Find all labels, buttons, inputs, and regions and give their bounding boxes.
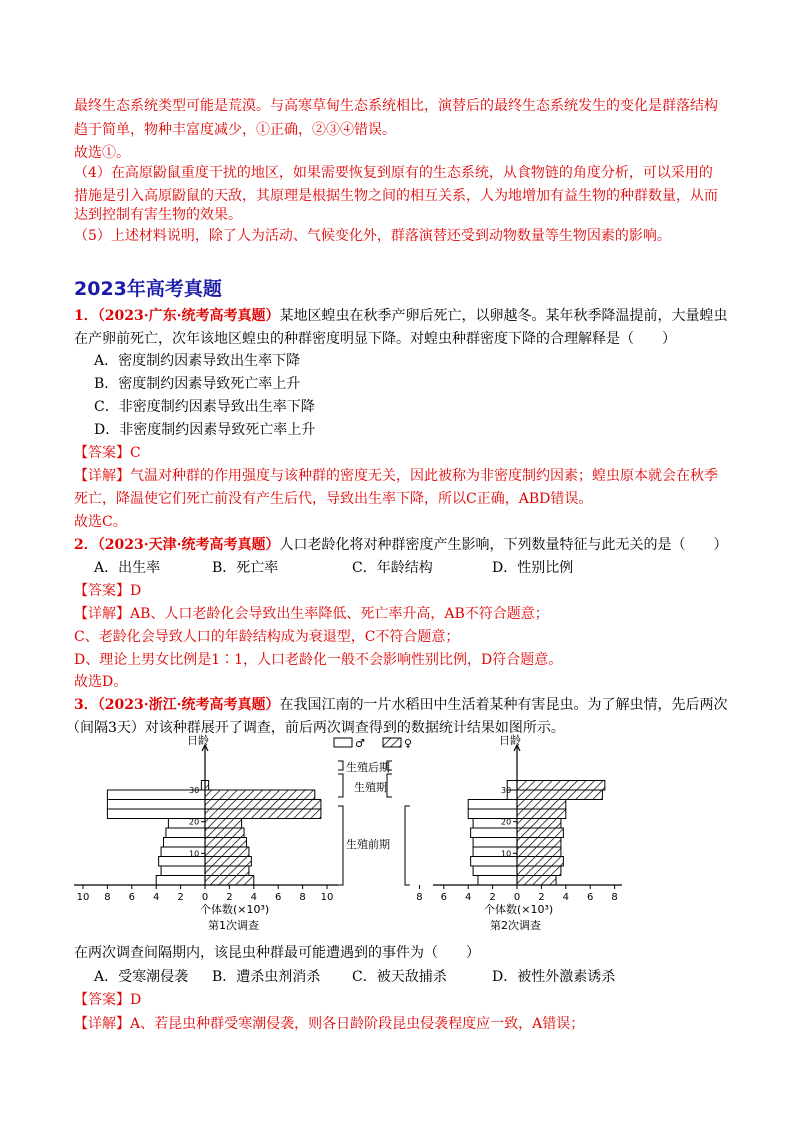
option: B．遭杀虫剂消杀 (212, 969, 321, 985)
option: A．密度制约因素导致出生率下降 (94, 353, 301, 369)
q1-number: 1． (74, 308, 98, 324)
bar-female (517, 847, 561, 857)
answer: C (130, 445, 141, 461)
stage-bracket (338, 774, 343, 797)
answer: D (130, 583, 142, 599)
q2-stem: 人口老龄化将对种群密度产生影响，下列数量特征与此无关的是（ ） (279, 537, 728, 553)
age-pyramid-figure (60, 734, 700, 944)
q1-stem: 某地区蝗虫在秋季产卵后死亡，以卵越冬。某年秋季降温提前，大量蝗虫 (279, 308, 728, 324)
bar-female (517, 857, 563, 867)
option: D．性别比例 (492, 560, 574, 576)
x-tick-label: 8 (416, 892, 423, 903)
legend-female-label: ♀ (404, 737, 413, 750)
conclusion: 故选C。 (74, 514, 127, 530)
option: A．出生率 (94, 560, 161, 576)
legend (334, 737, 412, 750)
bar-male (471, 828, 517, 838)
explanation-line: 趋于简单，物种丰富度减少，①正确，②③④错误。 (74, 122, 396, 138)
bar-male (156, 876, 205, 886)
y-tick-label: 30 (501, 786, 512, 796)
bar-male (164, 838, 205, 848)
answer-label: 【答案】 (74, 992, 130, 1008)
x-tick-label: 4 (153, 892, 160, 903)
x-tick-label: 10 (76, 892, 90, 903)
stage-pre: 生殖前期 (346, 838, 390, 851)
q3-stem: （间隔3天）对该种群展开了调查，前后两次调查得到的数据统计结果如图所示。 (66, 720, 565, 736)
option: D．非密度制约因素导致死亡率上升 (94, 422, 316, 438)
y-tick-label: 20 (501, 817, 512, 827)
option: C．被天敌捕杀 (352, 969, 447, 985)
stage-labels (338, 761, 410, 885)
x-tick-label: 10 (320, 892, 334, 903)
bar-female (205, 809, 321, 819)
bar-female (205, 876, 254, 886)
detail-label: 【详解】 (74, 606, 130, 622)
explanation-line: （4）在高原鼢鼠重度干扰的地区，如果需要恢复到原有的生态系统，从食物链的角度分析，可以采用的 (74, 165, 713, 181)
x-tick-label: 2 (489, 892, 496, 903)
bar-female (205, 866, 249, 876)
answer-label: 【答案】 (74, 583, 130, 599)
stage-bracket (405, 806, 410, 885)
bar-male (468, 800, 517, 810)
explanation-line: 达到控制有害生物的效果。 (74, 207, 242, 223)
x-tick-label: 6 (440, 892, 447, 903)
bar-female (205, 838, 246, 848)
y-tick-label: 10 (189, 849, 200, 859)
q1-stem: 在产卵前死亡，次年该地区蝗虫的种群密度明显下降。对蝗虫种群密度下降的合理解释是（ ） (74, 331, 676, 347)
q3-number: 3． (74, 697, 98, 713)
explanation-line: 最终生态系统类型可能是荒漠。与高寒草甸生态系统相比，演替后的最终生态系统发生的变化是群落结构 (74, 98, 718, 114)
bar-male (166, 828, 205, 838)
x-tick-label: 2 (177, 892, 184, 903)
bar-female (517, 790, 602, 800)
detail: AB、人口老龄化会导致出生率降低、死亡率升高，AB不符合题意； (130, 606, 549, 622)
pyramid-1 (74, 734, 338, 903)
stage-bracket (387, 774, 392, 797)
answer-label: 【答案】 (74, 445, 130, 461)
bar-male (107, 800, 205, 810)
answer: D (130, 992, 142, 1008)
option: B．死亡率 (212, 560, 279, 576)
y-tick-label: 20 (189, 817, 200, 827)
q3-stem: 在我国江南的一片水稻田中生活着某种有害昆虫。为了解虫情，先后两次 (279, 697, 728, 713)
y-axis-label: 日龄 (499, 734, 521, 747)
caption-1: 第1次调查 (208, 919, 259, 932)
x-tick-label: 6 (275, 892, 282, 903)
x-tick-label: 4 (562, 892, 569, 903)
detail-label: 【详解】 (74, 468, 130, 484)
legend-male-label: ♂ (355, 737, 365, 750)
caption-2: 第2次调查 (490, 919, 541, 932)
detail: 气温对种群的作用强度与该种群的密度无关，因此被称为非密度制约因素；蝗虫原本就会在秋季 (130, 468, 718, 484)
bar-female (205, 857, 251, 867)
detail-label: 【详解】 (74, 1016, 130, 1032)
x-tick-label: 6 (128, 892, 135, 903)
bar-female (517, 809, 566, 819)
bar-female (205, 847, 249, 857)
x-tick-label: 2 (538, 892, 545, 903)
option: C．年龄结构 (352, 560, 433, 576)
q3-source: （2023·浙江·统考高考真题） (97, 697, 280, 713)
x-axis-label-2: 个体数(×10³) (484, 903, 554, 916)
bar-female (517, 800, 566, 810)
x-tick-label: 4 (465, 892, 472, 903)
bar-female (205, 828, 244, 838)
conclusion: 故选D。 (74, 674, 128, 690)
detail: C、老龄化会导致人口的年龄结构成为衰退型，C不符合题意； (74, 629, 460, 645)
bar-female (205, 819, 242, 829)
y-tick-label: 10 (501, 849, 512, 859)
q2-number: 2． (74, 537, 98, 553)
bar-female (205, 800, 321, 810)
x-tick-label: 0 (513, 892, 521, 903)
bar-male (478, 876, 517, 886)
stage-bracket (338, 806, 343, 885)
bar-female (205, 790, 315, 800)
explanation-line: 措施是引入高原鼢鼠的天敌，其原理是根据生物之间的相互关系，人为地增加有益生物的种群数量，从而 (74, 188, 718, 204)
stage-bracket (338, 761, 343, 770)
x-axis-label-1: 个体数(×10³) (200, 903, 270, 916)
bar-female (517, 876, 556, 886)
x-tick-label: 0 (201, 892, 209, 903)
bar-female (517, 866, 561, 876)
q1-source: （2023·广东·统考高考真题） (97, 308, 280, 324)
option: C．非密度制约因素导致出生率下降 (94, 399, 315, 415)
x-tick-label: 8 (299, 892, 306, 903)
bar-female (517, 781, 605, 791)
stage-post: 生殖后期 (346, 761, 390, 774)
q2-source: （2023·天津·统考高考真题） (97, 537, 280, 553)
option: A．受寒潮侵袭 (94, 969, 189, 985)
bar-male (161, 866, 205, 876)
x-tick-label: 2 (226, 892, 233, 903)
detail: D、理论上男女比例是1∶1，人口老龄化一般不会影响性别比例，D符合题意。 (74, 652, 563, 668)
bar-female (517, 828, 563, 838)
legend-female-swatch (383, 738, 401, 747)
stage-repro: 生殖期 (354, 781, 387, 794)
x-tick-label: 6 (587, 892, 594, 903)
x-tick-label: 8 (611, 892, 618, 903)
x-tick-label: 8 (104, 892, 111, 903)
pyramid-2 (416, 734, 622, 903)
detail: A、若昆虫种群受寒潮侵袭，则各日龄阶段昆虫侵袭程度应一致，A错误； (130, 1016, 585, 1032)
explanation-line: （5）上述材料说明，除了人为活动、气候变化外，群落演替还受到动物数量等生物因素的影响。 (74, 228, 671, 244)
x-tick-label: 4 (250, 892, 257, 903)
bar-male (473, 866, 517, 876)
detail: 死亡，降温使它们死亡前没有产生后代，导致出生率下降，所以C正确，ABD错误。 (74, 491, 593, 507)
bar-female (517, 838, 561, 848)
bar-male (168, 819, 205, 829)
legend-male-swatch (334, 738, 352, 747)
y-axis-label: 日龄 (187, 734, 209, 747)
explanation-line: 故选①。 (74, 145, 130, 161)
option: B．密度制约因素导致死亡率上升 (94, 376, 301, 392)
bar-male (473, 838, 517, 848)
bar-female (517, 819, 561, 829)
section-title: 2023年高考真题 (74, 278, 222, 300)
option: D．被性外激素诱杀 (492, 969, 616, 985)
q3-question: 在两次调查间隔期内，该昆虫种群最可能遭遇到的事件为（ ） (74, 945, 480, 961)
y-tick-label: 30 (189, 786, 200, 796)
